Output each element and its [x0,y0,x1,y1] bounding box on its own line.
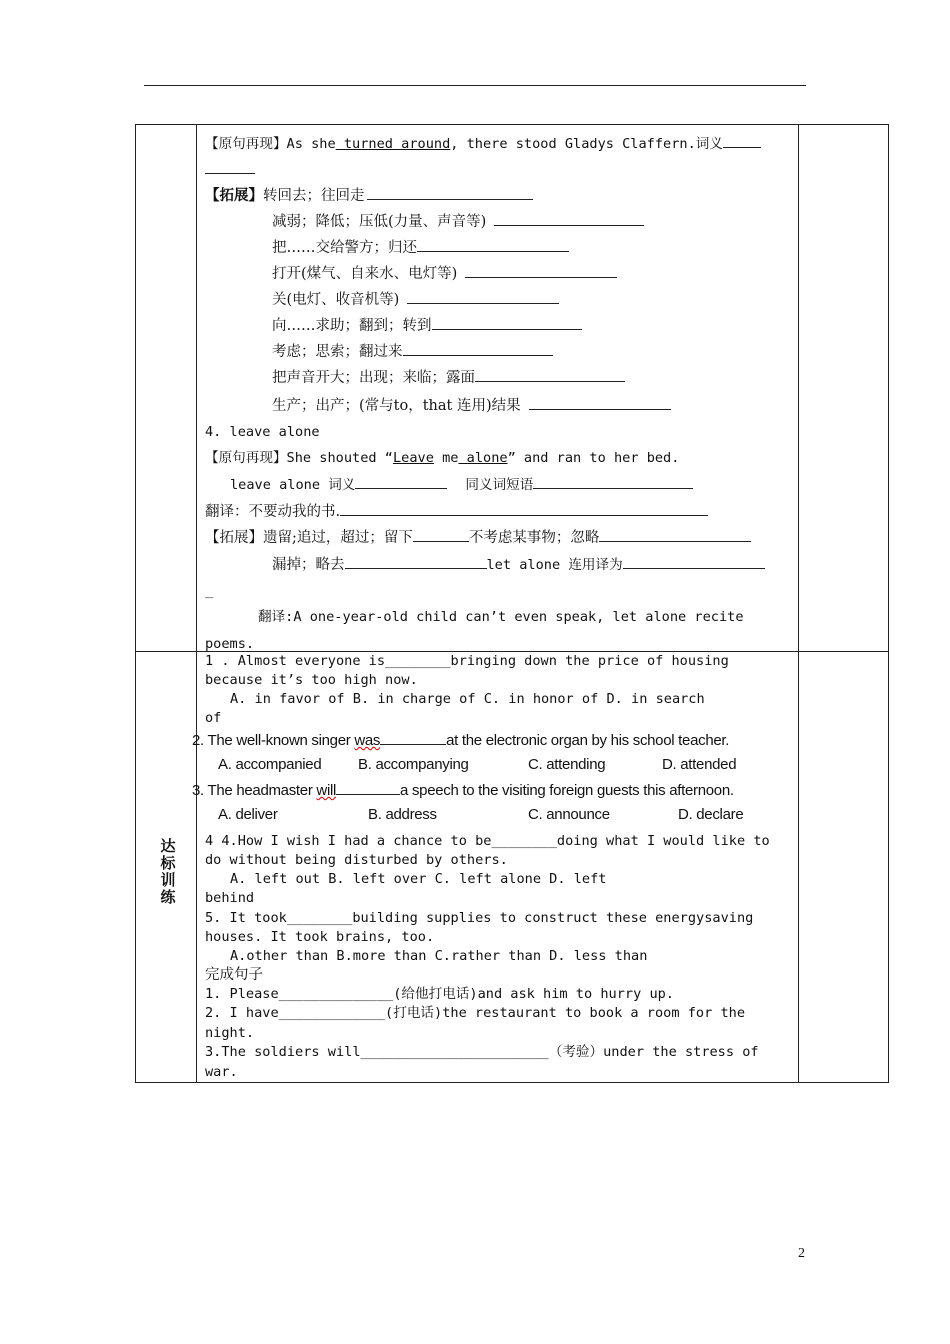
item4-miss: 漏掉；略去 let alone 连用译为 [272,555,765,574]
item4-meaning-line: leave alone 词义 同义词短语 [230,475,693,494]
expand-line-9: 生产；出产；(常与to，that 连用)结果 [272,396,671,415]
expand-line-2: 减弱；降低；压低(力量、声音等) [272,212,644,231]
header-rule [144,85,806,86]
q5-line2: houses. It took brains, too. [205,929,435,945]
section-label-practice: 达 标 训 练 [160,837,176,906]
item4-dash: _ [205,583,214,599]
complete-3-line2: war. [205,1064,238,1080]
complete-sentences-title: 完成句子 [205,967,263,983]
expand-line-8: 把声音开大；出现；来临；露面 [272,368,625,387]
column-divider-left [196,124,197,1083]
item4-translation-sentence: 翻译:A one-year-old child can’t even speak, let alone recite [258,609,744,625]
q2-option-a: A. accompanied [218,756,322,773]
expand-line-3: 把……交给警方；归还 [272,238,569,257]
q4-options: A. left out B. left over C. left alone D. left [230,871,607,887]
q4-line4: behind [205,890,255,906]
expand-line-1: 【拓展】转回去；往回走 [205,186,533,205]
item4-translate: 翻译：不要动我的书. [205,502,708,521]
expand-line-5: 关(电灯、收音机等) [272,290,559,309]
item4-original-sentence: 【原句再现】She shouted “Leave me alone” and ran to her bed. [205,450,680,466]
item4-title: 4. leave alone [205,424,320,440]
q2-option-b: B. accompanying [358,756,469,773]
complete-1: 1. Please______________(给他打电话)and ask him to hurry up. [205,986,674,1002]
q1-line4: of [205,710,222,726]
item4-expand: 【拓展】遗留;追过，超过；留下 不考虑某事物；忽略 [205,528,751,547]
complete-3-line1: 3.The soldiers will_______________________（考验）under the stress of [205,1044,759,1060]
expand-line-4: 打开(煤气、自来水、电灯等) [272,264,617,283]
q5-options: A.other than B.more than C.rather than D. less than [230,948,648,964]
page-number: 2 [798,1246,805,1261]
q2-option-c: C. attending [528,756,606,773]
q1-line1: 1 . Almost everyone is________bringing down the price of housing [205,653,729,669]
column-divider-right [798,124,799,1083]
q3-option-d: D. declare [678,806,744,823]
q3-option-c: C. announce [528,806,610,823]
expand-line-7: 考虑；思索；翻过来 [272,342,553,361]
q2-stem: 2. The well-known singer was at the electronic organ by his school teacher. [192,732,730,749]
q3-option-b: B. address [368,806,437,823]
q2-option-d: D. attended [662,756,737,773]
meaning-blank-continued [205,160,255,179]
q1-line2: because it’s too high now. [205,672,418,688]
q3-stem: 3. The headmaster will a speech to the visiting foreign guests this afternoon. [192,782,734,799]
complete-2-line2: night. [205,1025,255,1041]
q1-options: A. in favor of B. in charge of C. in honor of D. in search [230,691,705,707]
q4-line1: 4 4.How I wish I had a chance to be________doing what I would like to [205,833,770,849]
original-sentence-3: 【原句再现】As she turned around, there stood Gladys Claffern.词义 [205,134,761,153]
q4-line2: do without being disturbed by others. [205,852,508,868]
q3-option-a: A. deliver [218,806,278,823]
complete-2-line1: 2. I have_____________(打电话)the restaurant to book a room for the [205,1005,746,1021]
item4-translation-end: poems. [205,636,255,652]
expand-line-6: 向……求助；翻到；转到 [272,316,582,335]
q5-line1: 5. It took________building supplies to construct these energysaving [205,910,754,926]
